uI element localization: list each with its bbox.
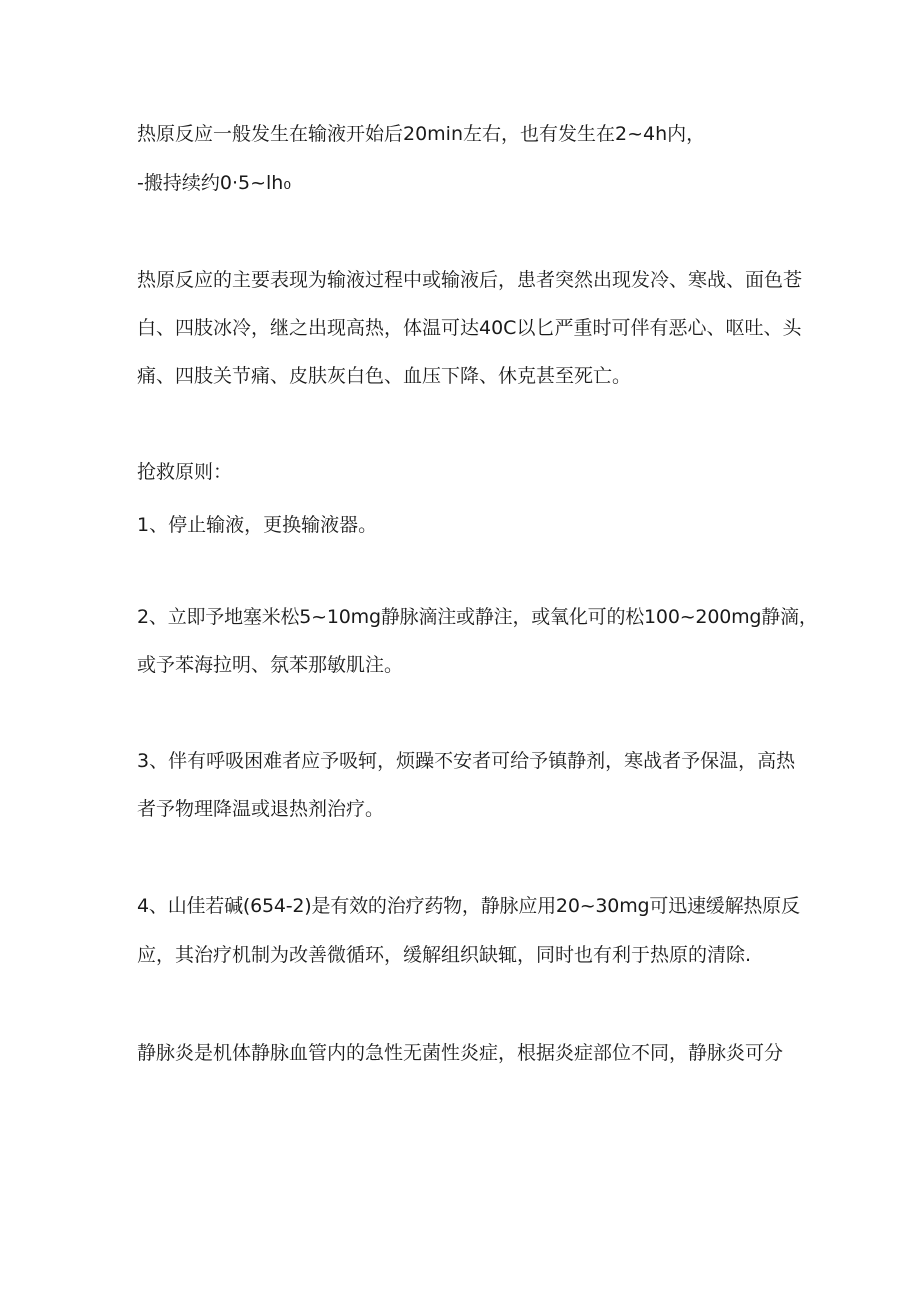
item-3-line-1: 3、伴有呼吸困难者应予吸轲，烦躁不安者可给予镇静剂，寒战者予保温，高热 [137,750,796,772]
item-2-line-1: 2、立即予地塞米松5~10mg静脉滴注或静注，或氧化可的松100~200mg静滴， [137,606,818,628]
paragraph-2-line-3: 痛、四肢关节痛、皮肤灰白色、血压下降、休克甚至死亡。 [137,365,632,387]
item-4-line-1: 4、山佳若碱(654-2)是有效的治疗药物，静脉应用20~30mg可迅速缓解热原反 [137,895,800,917]
item-3-line-2: 者予物理降温或退热剂治疗。 [137,798,385,820]
rescue-principles-heading: 抢救原则： [137,461,233,483]
item-2-line-2: 或予苯海拉明、氛苯那敏肌注。 [137,654,404,676]
paragraph-2-line-2: 白、四肢冰冷，继之出现高热，体温可达40C以匕严重时可伴有恶心、呕吐、头 [137,317,802,339]
paragraph-2-line-1: 热原反应的主要表现为输液过程中或输液后，患者突然出现发冷、寒战、面色苍 [137,269,803,291]
item-4-line-2: 应，其治疗机制为改善微循环，缓解组织缺辄，同时也有利于热原的清除. [137,944,752,966]
phlebitis-paragraph-line-1: 静脉炎是机体静脉血管内的急性无菌性炎症，根据炎症部位不同，静脉炎可分 [137,1042,784,1064]
paragraph-1-line-1: 热原反应一般发生在输液开始后20min左右，也有发生在2~4h内， [137,123,706,145]
paragraph-1-line-2: -搬持续约0·5~lh₀ [137,172,291,194]
item-1-line-1: 1、停止输液，更换输液器。 [137,514,378,536]
